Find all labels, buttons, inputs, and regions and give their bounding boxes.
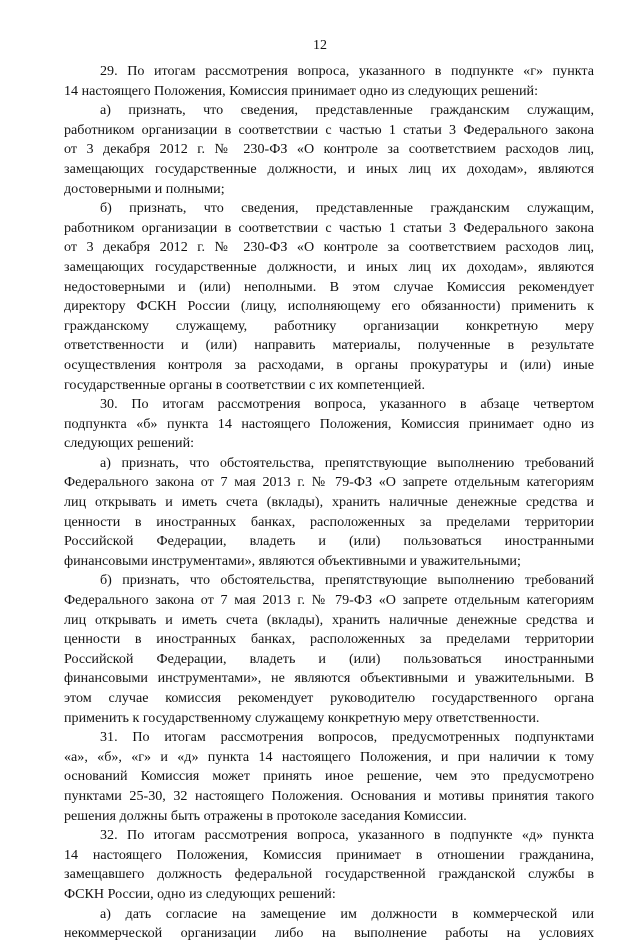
text-line: Российской Федерации, владеть и (или) пользоваться иностранными (64, 650, 594, 667)
text-line: а) признать, что сведения, представленные гражданским служащим, (100, 102, 594, 119)
text-line: оснований Комиссия может принять иное решение, чем это предусмотрено (64, 768, 594, 785)
text-line: пунктами 25-30, 32 настоящего Положения. Основания и мотивы принятия такого (64, 787, 594, 804)
text-line: 14 настоящего Положения, Комиссия принимает одно из следующих решений: (64, 82, 539, 99)
text-line: а) дать согласие на замещение им должности в коммерческой или (100, 905, 594, 922)
text-line: финансовыми инструментами», являются объективными и уважительными; (64, 552, 521, 569)
text-line: замещающих государственные должности, и иных лиц их доходам», являются (64, 160, 594, 177)
text-line: достоверными и полными; (64, 180, 225, 197)
text-line: применить к государственному служащему конкретную меру ответственности. (64, 709, 540, 726)
text-line: ценности в иностранных банках, расположенных за пределами территории (64, 513, 594, 530)
text-line: лиц открывать и иметь счета (вклады), хранить наличные денежные средства и (64, 494, 594, 511)
text-line: 32. По итогам рассмотрения вопроса, указанного в подпункте «д» пункта (100, 827, 594, 844)
text-line: государственные органы в соответствии с их компетенцией. (64, 376, 425, 393)
text-line: лиц открывать и иметь счета (вклады), хранить наличные денежные средства и (64, 611, 594, 628)
text-line: работником организации в соответствии с частью 1 статьи 3 Федерального закона (64, 121, 594, 138)
text-line: Федерального закона от 7 мая 2013 г. № 79-ФЗ «О запрете отдельным категориям (64, 592, 594, 609)
text-line: 31. По итогам рассмотрения вопросов, предусмотренных подпунктами (100, 729, 594, 746)
text-line: Российской Федерации, владеть и (или) пользоваться иностранными (64, 533, 594, 550)
text-line: ценности в иностранных банках, расположенных за пределами территории (64, 631, 594, 648)
text-line: б) признать, что обстоятельства, препятствующие выполнению требований (100, 572, 594, 589)
text-line: а) признать, что обстоятельства, препятствующие выполнению требований (100, 454, 594, 471)
text-line: Федерального закона от 7 мая 2013 г. № 79-ФЗ «О запрете отдельным категориям (64, 474, 594, 491)
page-number: 12 (313, 38, 327, 53)
text-line: подпункта «б» пункта 14 настоящего Положения, Комиссия принимает одно из (64, 415, 594, 432)
text-line: «а», «б», «г» и «д» пункта 14 настоящего Положения, и при наличии к тому (64, 748, 594, 765)
text-line: замещающих государственные должности, и иных лиц их доходам», являются (64, 258, 594, 275)
text-line: 30. По итогам рассмотрения вопроса, указанного в абзаце четвертом (100, 396, 594, 413)
text-line: 29. По итогам рассмотрения вопроса, указанного в подпункте «г» пункта (100, 63, 594, 79)
text-line: работником организации в соответствии с частью 1 статьи 3 Федерального закона (64, 219, 594, 236)
text-line: ФСКН России, одно из следующих решений: (64, 885, 336, 902)
text-line: от 3 декабря 2012 г. № 230-ФЗ «О контроле за соответствием расходов лиц, (64, 141, 594, 158)
text-line: 14 настоящего Положения, Комиссия принимает в отношении гражданина, (64, 846, 594, 863)
text-line: решения должны быть отражены в протоколе заседания Комиссии. (64, 807, 467, 824)
text-line: недостоверными и (или) неполными. В этом случае Комиссия рекомендует (64, 278, 594, 295)
document-body (64, 62, 594, 944)
text-line: ответственности и (или) направить материалы, полученные в результате (64, 337, 594, 354)
text-line: замещавшего должность федеральной государственной гражданской службы в (64, 866, 594, 883)
text-line: от 3 декабря 2012 г. № 230-ФЗ «О контроле за соответствием расходов лиц, (64, 239, 594, 256)
text-line: финансовыми инструментами», не являются объективными и уважительными. В (64, 670, 594, 687)
text-line: директору ФСКН России (лицу, исполняющему его обязанности) применить к (64, 298, 594, 315)
text-line: б) признать, что сведения, представленные гражданским служащим, (100, 200, 594, 217)
text-line: этом случае комиссия рекомендует руководителю государственного органа (64, 690, 594, 706)
text-line: следующих решений: (64, 435, 195, 452)
text-line: осуществления контроля за расходами, в органы прокуратуры и (или) иные (64, 356, 594, 373)
text-line: гражданскому служащему, работнику организации конкретную меру (64, 317, 594, 334)
text-line: некоммерческой организации либо на выполнение работы на условиях (64, 925, 594, 942)
